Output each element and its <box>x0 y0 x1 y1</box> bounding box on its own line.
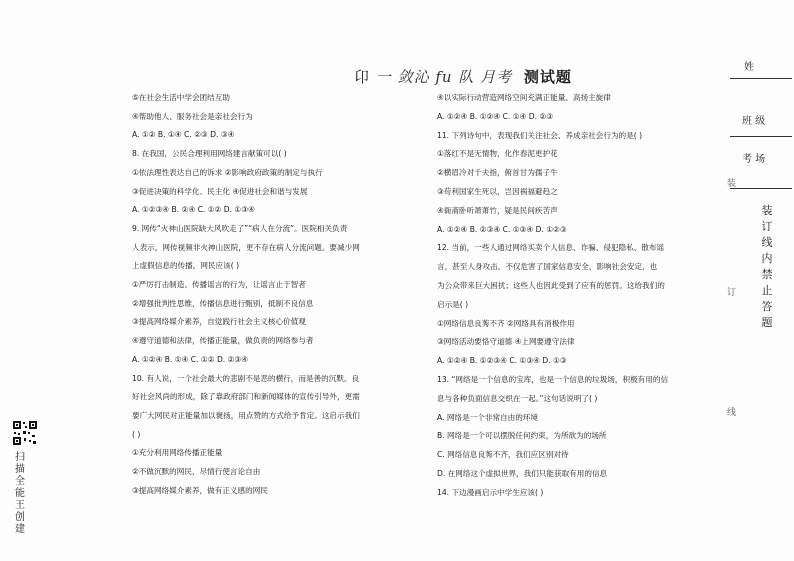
text-line: A. ①②④ B. ①②③④ C. ①③④ D. ①③ <box>437 356 567 366</box>
title-handwriting-1: 一 敛沁 fu <box>375 68 453 86</box>
watermark-char: 建 <box>15 524 25 535</box>
text-line: ①落红不是无情物，化作春泥更护花 <box>437 149 558 159</box>
text-line: 启示是( ) <box>437 299 469 309</box>
text-line: 14. 下边漫画启示中学生应该( ) <box>437 487 544 497</box>
scanner-watermark <box>13 452 27 536</box>
text-line: 12. 当前，一些人通过网络买卖个人信息、诈骗、侵犯隐私、散布谣 <box>437 243 665 253</box>
watermark-char: 能 <box>15 488 25 499</box>
seal-char: 题 <box>761 316 773 329</box>
binding-sidebar <box>722 50 794 561</box>
qr-code-icon <box>12 420 38 446</box>
text-line: 为公众带来巨大困扰；这些人也因此受到了应有的惩罚。这给我们的 <box>437 281 665 290</box>
exam-title <box>354 66 572 87</box>
text-line: ④遵守道德和法律，传播正能量，做负责的网络参与者 <box>132 336 314 346</box>
seal-char: 线 <box>761 236 773 249</box>
text-line: 11. 下列诗句中，表现我们关注社会、养成亲社会行为的是( ) <box>437 130 643 140</box>
text-line: ③提高网络媒介素养，做有正义感的网民 <box>132 485 268 495</box>
text-line: C. 网络信息良莠不齐，我们应区别对待 <box>437 450 569 460</box>
watermark-char: 描 <box>15 464 25 475</box>
seal-char: 禁 <box>761 268 773 281</box>
title-text: 测试题 <box>523 68 572 86</box>
text-line: 9. 网传“火神山医院缺大风吹走了”“病人在分流”。医院相关负责 <box>132 223 348 233</box>
text-line: 上虚假信息的传播，网民应该( ) <box>132 261 240 271</box>
text-line: ①网络信息良莠不齐 ②网络具有消极作用 <box>437 318 575 328</box>
seal-char: 答 <box>761 300 773 313</box>
text-line: ①依法理性表达自己的诉求 ②影响政府政策的制定与执行 <box>132 167 323 177</box>
text-line: A. ①② B. ①④ C. ②③ D. ③④ <box>132 130 235 140</box>
seal-char: 内 <box>761 252 773 265</box>
class-label: 班 级 <box>742 116 766 127</box>
text-line: A. ①②③④ B. ②④ C. ①② D. ①③④ <box>132 205 255 215</box>
side-char-1: 装 <box>727 179 737 189</box>
text-line: 人表示，网传视频非火神山医院，更不存在病人分流问题。要减少网 <box>132 242 360 252</box>
watermark-char: 扫 <box>15 452 25 463</box>
text-line: 8. 在我国，公民合理利用网络建言献策可以( ) <box>132 149 287 159</box>
text-line: ( ) <box>132 429 141 439</box>
text-line: ③苟利国家生死以，岂因祸福避趋之 <box>437 187 558 196</box>
text-line: ④以实际行动营造网络空间充满正能量、高扬主旋律 <box>437 93 611 102</box>
text-line: 好社会风尚的形成，除了靠政府部门和新闻媒体的宣传引导外，更需 <box>132 392 360 402</box>
text-line: 10. 有人说，一个社会最大的悲剧不是恶的横行，而是善的沉默。良 <box>132 373 360 383</box>
seal-char: 订 <box>761 220 773 233</box>
text-line: ③提高网络媒介素养，自觉践行社会主义核心价值观 <box>132 317 306 327</box>
text-line: A. ①②④ B. ①④ C. ①② D. ②③④ <box>132 354 249 364</box>
text-line: 言，甚至人身攻击，不仅危害了国家信息安全，影响社会安定，也 <box>437 262 658 272</box>
text-line: 要广大网民对正能量加以褒扬，用点赞的方式给予肯定。这启示我们 <box>132 410 360 420</box>
text-line: ③促进决策的科学化、民主化 ④促进社会和谐与发展 <box>132 186 308 196</box>
name-label: 姓 <box>744 62 754 73</box>
text-line: A. 网络是一个非常自由的环境 <box>437 412 539 422</box>
seal-char: 止 <box>761 284 773 297</box>
text-line: ①严厉打击制造、传播谣言的行为，让谣言止于智者 <box>132 280 306 289</box>
text-line: ②不做沉默的网民，尽情行使言论自由 <box>132 467 261 476</box>
text-line: A. ①②④ B. ②③④ C. ①③④ D. ①②③ <box>437 224 567 234</box>
watermark-char: 创 <box>15 512 25 523</box>
text-line: ②横眉冷对千夫指，俯首甘为孺子牛 <box>437 168 558 178</box>
text-line: ④帮助他人、服务社会是亲社会行为 <box>132 111 253 121</box>
seal-char: 装 <box>761 204 773 217</box>
no-answer-seal-text <box>760 203 774 331</box>
class-line <box>730 136 792 137</box>
watermark-char: 全 <box>15 476 25 487</box>
side-char-3: 线 <box>727 408 737 418</box>
text-line: D. 在网络这个虚拟世界，我们只能获取有用的信息 <box>437 469 608 478</box>
text-line: ④衙斋卧听萧萧竹，疑是民间疾苦声 <box>437 205 558 215</box>
text-line: ②增强批判性思维，传播信息进行甄别，抵制不良信息 <box>132 298 314 308</box>
text-line: 息与各种负面信息交织在一起。”这句话说明了( ) <box>437 393 598 403</box>
text-line: A. ①②④ B. ①②④ C. ①④ D. ②③ <box>437 111 554 121</box>
title-handwriting-2: 队 月考 <box>458 68 513 86</box>
room-label: 考 场 <box>742 154 766 165</box>
title-prefix: 卬 <box>354 68 371 86</box>
text-line: B. 网络是一个可以摆脱任何约束，为所欲为的场所 <box>437 431 607 441</box>
text-line: ③网络活动要恪守道德 ④上网要遵守法律 <box>437 337 575 347</box>
watermark-char: 王 <box>15 500 25 511</box>
text-line: ⑤在社会生活中学会团结互助 <box>132 93 230 102</box>
side-char-2: 订 <box>727 288 737 298</box>
name-line <box>730 78 792 79</box>
room-line <box>730 188 792 189</box>
text-line: ①充分利用网络传播正能量 <box>132 448 223 458</box>
text-line: 13. “网络是一个信息的宝库，也是一个信息的垃圾场，积极有用的信 <box>437 375 669 384</box>
